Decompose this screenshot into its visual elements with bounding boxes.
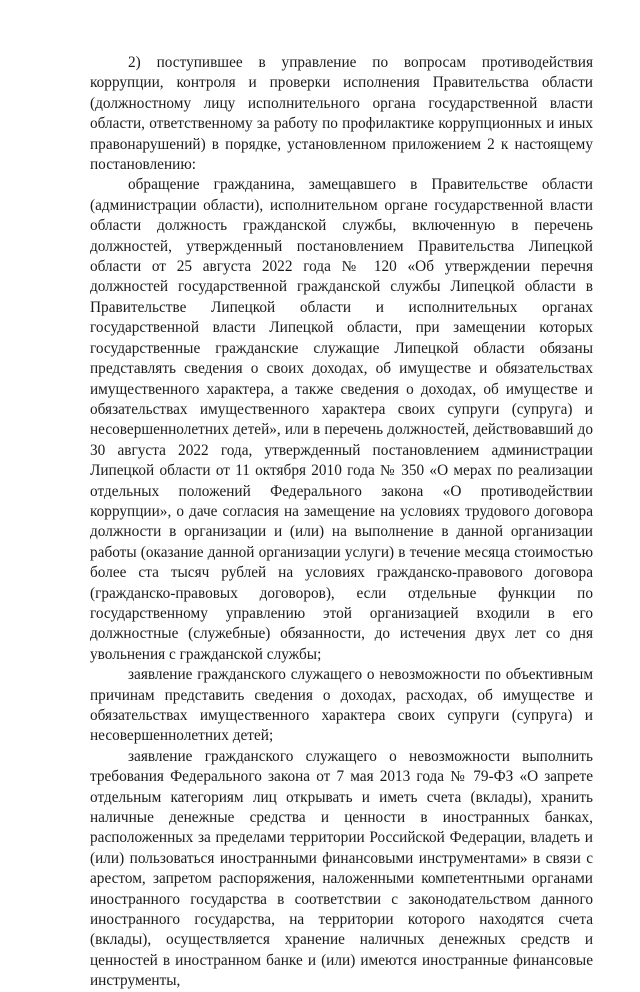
paragraph-statement-foreign-accounts: заявление гражданского служащего о невозможности выполнить требования Федерального закона от 7 мая 2013 года № 79-ФЗ «О запрете отдельным категориям лиц открывать и иметь счета (вклады), хранить наличные денежные средства и ценности в иностранных банках, расположенных за пределами территории Российской Федерации, владеть и (или) пользоваться иностранными финансовыми инструментами» в связи с арестом, запретом распоряжения, наложенными компетентными органами иностранного государства в соответствии с законодательством данного иностранного государства, на территории которого находятся счета (вклады), осуществляется хранение наличных денежных средств и ценностей в иностранном банке и (или) имеются иностранные финансовые инструменты, (90, 747, 593, 990)
paragraph-item-2-received: 2) поступившее в управление по вопросам противодействия коррупции, контроля и проверки исполнения Правительства области (должностному лицу исполнительного органа государственной власти области, ответственному за работу по профилактике коррупционных и иных правонарушений) в порядке, установленном приложением 2 к настоящему постановлению: (90, 54, 593, 174)
document-page (90, 53, 593, 992)
paragraph-citizen-appeal: обращение гражданина, замещавшего в Правительстве области (администрации области), исполнительном органе государственной власти области должность гражданской службы, включенную в перечень должностей, утвержденный постановлением Правительства Липецкой области от 25 августа 2022 года № 120 «Об утверждении перечня должностей государственной гражданской службы Липецкой области в Правительстве Липецкой области и исполнительных органах государственной власти Липецкой области, при замещении которых государственные гражданские служащие Липецкой области обязаны представлять сведения о своих доходах, об имуществе и обязательствах имущественного характера, а также сведения о доходах, об имуществе и обязательствах имущественного характера своих супруги (супруга) и несовершеннолетних детей», или в перечень должностей, действовавший до 30 августа 2022 года, утвержденный постановлением администрации Липецкой области от 11 октября 2010 года № 350 «О мерах по реализации отдельных положений Федерального закона «О противодействии коррупции», о даче согласия на замещение на условиях трудового договора должности в организации и (или) на выполнение в данной организации работы (оказание данной организации услуги) в течение месяца стоимостью более ста тысяч рублей на условиях гражданско-правового договора (гражданско-правовых договоров), если отдельные функции по государственному управлению этой организацией входили в его должностные (служебные) обязанности, до истечения двух лет со дня увольнения с гражданской службы; (90, 176, 593, 663)
paragraph-statement-income-info: заявление гражданского служащего о невозможности по объективным причинам представить сведения о доходах, расходах, об имуществе и обязательствах имущественного характера своих супруги (супруга) и несовершеннолетних детей; (90, 666, 593, 745)
